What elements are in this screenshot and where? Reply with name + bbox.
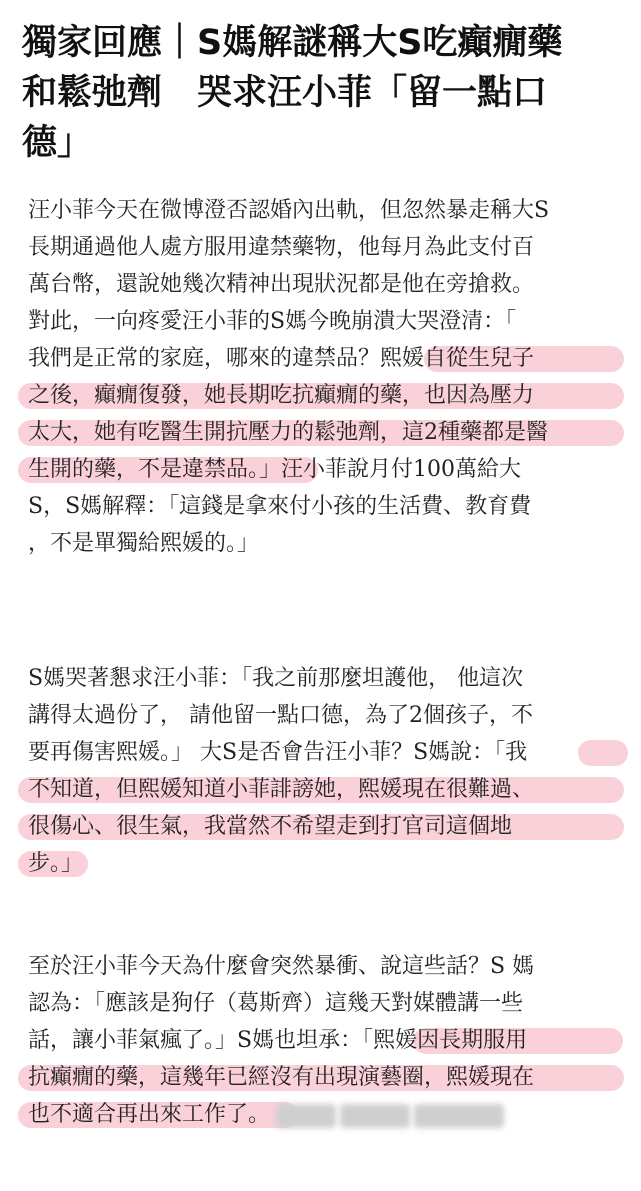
paragraph-line: S，S媽解釋：「這錢是拿來付小孩的生活費、教育費 [28, 494, 532, 519]
paragraph-line: 認為：「應該是狗仔（葛斯齊）這幾天對媒體講一些 [28, 991, 524, 1016]
paragraph-2 [28, 660, 618, 882]
paragraph-line: 至於汪小菲今天為什麼會突然暴衝、說這些話？S 媽 [28, 954, 535, 979]
paragraph-line: 也不適合再出來工作了。 [28, 1096, 618, 1134]
paragraph-3 [28, 948, 618, 1134]
paragraph-line: 很傷心、很生氣，我當然不希望走到打官司這個地 [28, 808, 618, 845]
paragraph-line: 生開的藥，不是違禁品。」汪小菲說月付100萬給大 [28, 451, 618, 488]
paragraph-line: 抗癲癇的藥，這幾年已經沒有出現演藝圈，熙媛現在 [28, 1059, 618, 1096]
highlight-mark [578, 740, 628, 766]
title-line: 和鬆弛劑 哭求汪小菲「留一點口 [22, 73, 548, 113]
paragraph-line: 汪小菲今天在微博澄否認婚內出軌，但忽然暴走稱大S [28, 198, 550, 223]
paragraph-line: 太大，她有吃醫生開抗壓力的鬆弛劑，這2種藥都是醫 [28, 414, 618, 451]
paragraph-1 [28, 192, 618, 562]
paragraph-line: 話，讓小菲氣瘋了。」S媽也坦承：「熙媛因長期服用 [28, 1022, 618, 1059]
paragraph-line: 講得太過份了， 請他留一點口德，為了2個孩子，不 [28, 703, 533, 728]
article-title [22, 18, 622, 168]
blurred-watermark [276, 1097, 508, 1134]
paragraph-line: 萬台幣，還說她幾次精神出現狀況都是他在旁搶救。 [28, 272, 535, 297]
paragraph-line: 長期通過他人處方服用違禁藥物，他每月為此支付百 [28, 235, 535, 260]
paragraph-line: S媽哭著懇求汪小菲：「我之前那麼坦護他， 他這次 [28, 666, 524, 691]
paragraph-line: 對此，一向疼愛汪小菲的S媽今晚崩潰大哭澄清：「 [28, 309, 517, 334]
title-line: 德」 [22, 123, 93, 163]
paragraph-line: 我們是正常的家庭，哪來的違禁品？熙媛自從生兒子 [28, 340, 618, 377]
title-line: 獨家回應｜S媽解謎稱大S吃癲癇藥 [22, 23, 563, 63]
paragraph-line: ，不是單獨給熙媛的。」 [28, 531, 260, 556]
paragraph-line: 要再傷害熙媛。」 大S是否會告汪小菲？S媽說：「我 [28, 734, 618, 771]
paragraph-line: 之後，癲癇復發，她長期吃抗癲癇的藥，也因為壓力 [28, 377, 618, 414]
paragraph-line: 步。」 [28, 845, 618, 882]
paragraph-line: 不知道，但熙媛知道小菲誹謗她，熙媛現在很難過、 [28, 771, 618, 808]
